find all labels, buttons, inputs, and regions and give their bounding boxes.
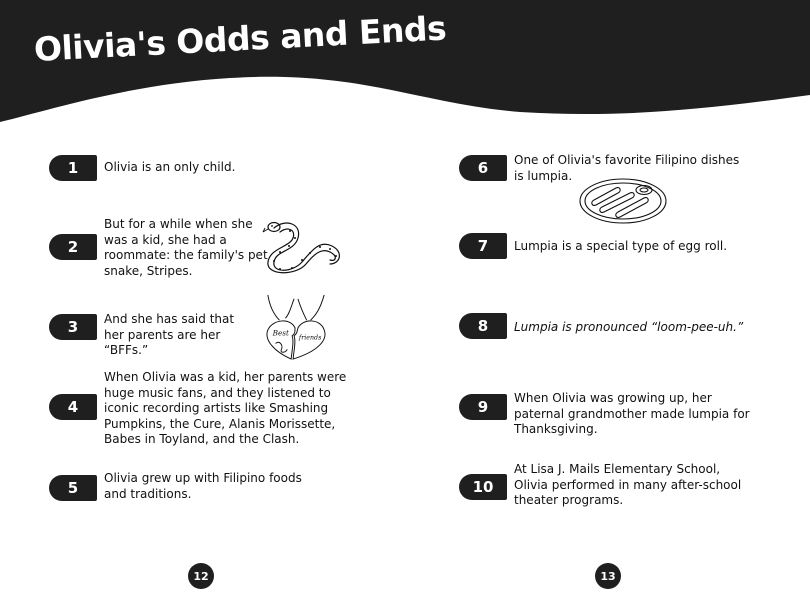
fact-number-badge: 4 <box>49 394 97 420</box>
necklace-text-best: Best <box>272 328 289 338</box>
snake-icon <box>262 216 352 276</box>
fact-text: At Lisa J. Mails Elementary School, Olivia performed in many after-school theater programs. <box>514 462 742 507</box>
fact-number-badge: 10 <box>459 474 507 500</box>
necklace-text-friends: friends <box>298 334 322 342</box>
fact-number-badge: 9 <box>459 394 507 420</box>
fact-text: But for a while when she was a kid, she had a roommate: the family's pet snake, Stripes. <box>104 217 268 278</box>
fact-number-badge: 8 <box>459 313 507 339</box>
fact-number-badge: 3 <box>49 314 97 340</box>
page-title: Olivia's Odds and Ends <box>32 8 448 69</box>
fact-text: Lumpia is a special type of egg roll. <box>514 239 728 253</box>
fact-number-badge: 7 <box>459 233 507 259</box>
fact-number-badge: 6 <box>459 155 507 181</box>
fact-text: Lumpia is pronounced “loom-pee-uh.” <box>514 320 744 334</box>
bff-heart-necklace-icon <box>262 292 330 362</box>
fact-text: Olivia is an only child. <box>104 160 236 174</box>
page-number-left: 12 <box>188 563 214 589</box>
fact-text: Olivia grew up with Filipino foods and traditions. <box>104 471 302 501</box>
page-number-right: 13 <box>595 563 621 589</box>
fact-5 <box>49 471 369 507</box>
lumpia-plate-icon <box>578 176 668 226</box>
fact-text: One of Olivia's favorite Filipino dishes is lumpia. <box>514 153 740 183</box>
fact-7 <box>459 233 779 263</box>
fact-9 <box>459 391 779 436</box>
fact-4 <box>49 370 369 450</box>
fact-text: And she has said that her parents are her “BFFs.” <box>104 312 235 357</box>
fact-text: When Olivia was a kid, her parents were huge music fans, and they listened to iconic recording artists like Smashing Pumpkins, the Cure, Alanis Morissette, Babes in Toyland, and the Clash. <box>104 370 347 446</box>
fact-number-badge: 2 <box>49 234 97 260</box>
fact-8 <box>459 313 779 343</box>
fact-10 <box>459 462 779 514</box>
fact-text: When Olivia was growing up, her paternal grandmother made lumpia for Thanksgiving. <box>514 391 750 436</box>
fact-number-badge: 5 <box>49 475 97 501</box>
fact-number-badge: 1 <box>49 155 97 181</box>
fact-1 <box>49 155 369 185</box>
